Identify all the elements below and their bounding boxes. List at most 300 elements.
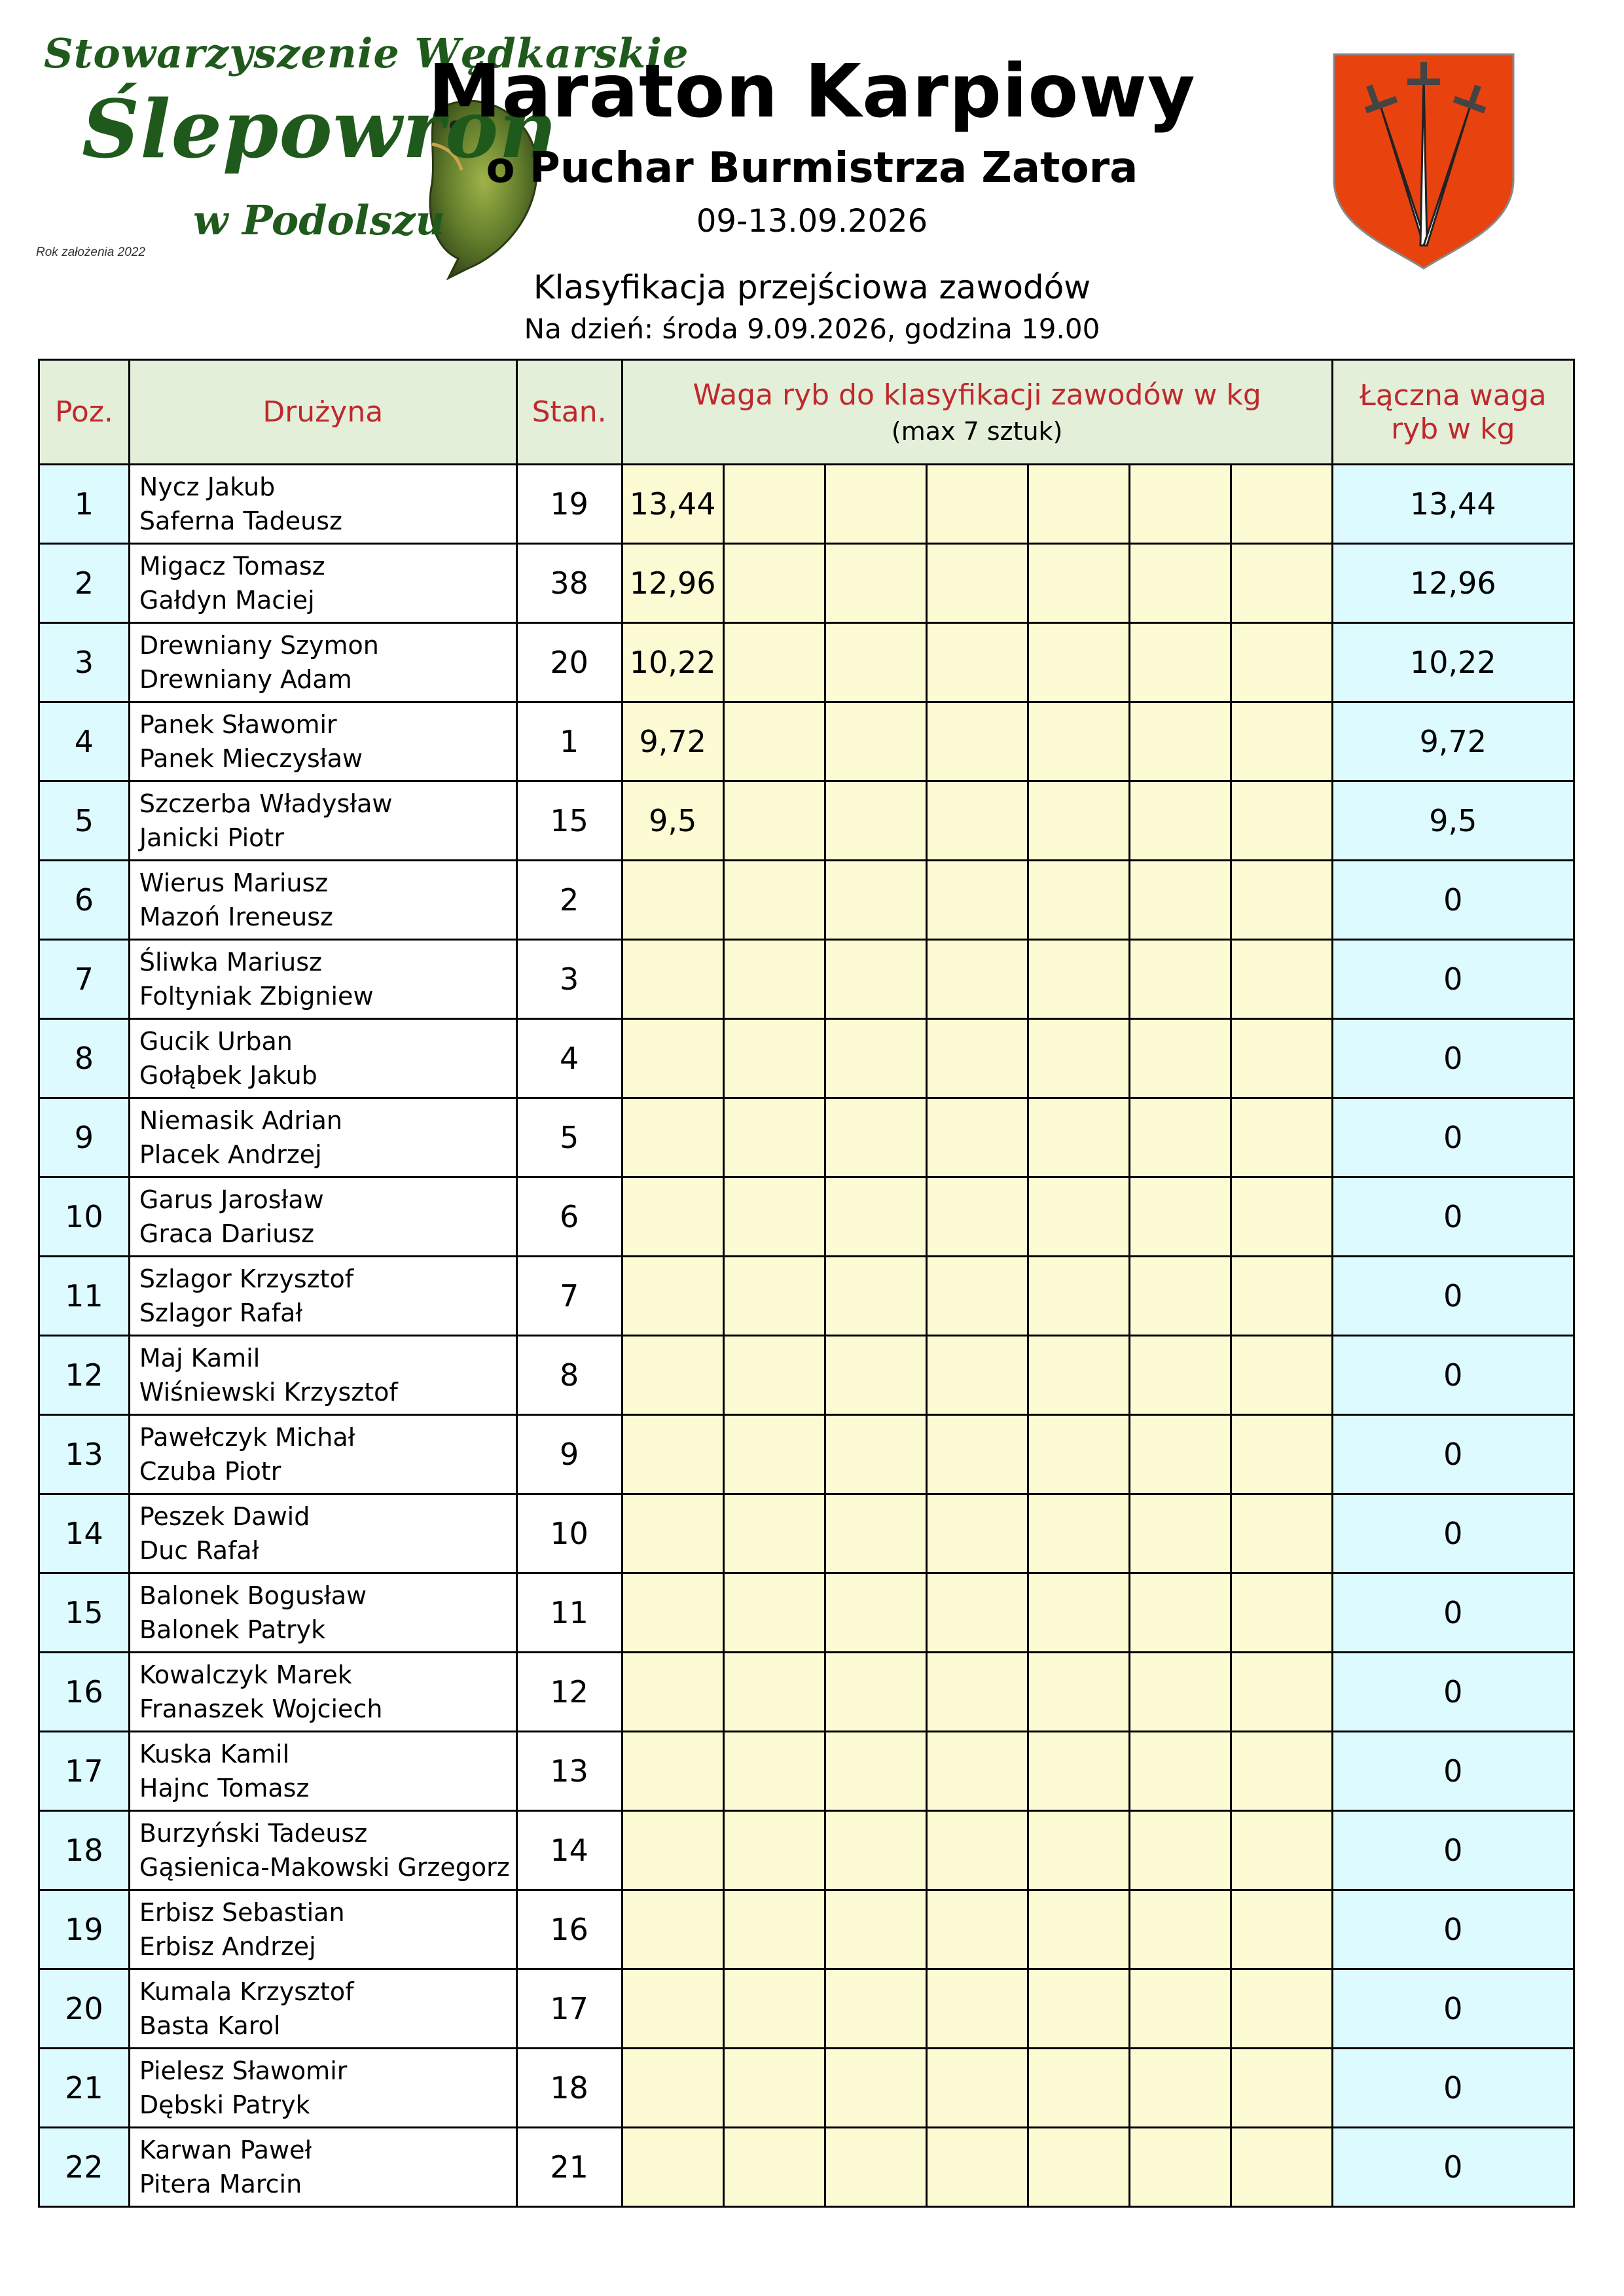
cell-weight xyxy=(622,861,723,940)
cell-weight xyxy=(1231,1257,1332,1336)
cell-weight: 13,44 xyxy=(622,465,723,544)
cell-total: 9,72 xyxy=(1332,702,1574,781)
cell-pos: 20 xyxy=(39,1969,130,2049)
cell-weight xyxy=(1129,1494,1231,1573)
cell-weight xyxy=(622,1019,723,1098)
event-dates: 09-13.09.2026 xyxy=(696,203,928,240)
cell-weight xyxy=(622,1257,723,1336)
table-row xyxy=(39,1019,1574,1098)
cell-total: 0 xyxy=(1332,861,1574,940)
cell-weight xyxy=(1129,1336,1231,1415)
cell-weight: 9,5 xyxy=(622,781,723,861)
team-member-1: Gucik Urban xyxy=(139,1027,293,1056)
header-total-line2: ryb w kg xyxy=(1391,412,1515,446)
team-member-2: Hajnc Tomasz xyxy=(139,1774,310,1803)
cell-weight xyxy=(1028,1257,1129,1336)
cell-weight xyxy=(926,1257,1028,1336)
cell-weight xyxy=(1231,781,1332,861)
cell-weight xyxy=(723,1890,825,1969)
cell-weight xyxy=(1129,1415,1231,1494)
cell-weight xyxy=(825,1811,926,1890)
table-row xyxy=(39,1732,1574,1811)
team-member-2: Erbisz Andrzej xyxy=(139,1932,316,1961)
table-row xyxy=(39,702,1574,781)
cell-weight xyxy=(1129,940,1231,1019)
cell-weight xyxy=(825,1177,926,1257)
header-team: Drużyna xyxy=(129,360,516,465)
cell-weight xyxy=(622,1177,723,1257)
cell-total: 13,44 xyxy=(1332,465,1574,544)
cell-weight xyxy=(926,465,1028,544)
cell-weight xyxy=(1129,1257,1231,1336)
cell-team xyxy=(129,1573,516,1653)
cell-stan: 1 xyxy=(516,702,622,781)
cell-weight xyxy=(825,1415,926,1494)
cell-stan: 12 xyxy=(516,1653,622,1732)
cell-total: 10,22 xyxy=(1332,623,1574,702)
cell-stan: 14 xyxy=(516,1811,622,1890)
table-row xyxy=(39,861,1574,940)
cell-stan: 21 xyxy=(516,2128,622,2207)
cell-weight xyxy=(723,1573,825,1653)
cell-weight xyxy=(622,1494,723,1573)
cell-stan: 4 xyxy=(516,1019,622,1098)
cell-total: 0 xyxy=(1332,1890,1574,1969)
cell-pos: 2 xyxy=(39,544,130,623)
cell-team xyxy=(129,1336,516,1415)
page-subtitle: o Puchar Burmistrza Zatora xyxy=(486,144,1138,192)
cell-weight xyxy=(926,1098,1028,1177)
team-member-1: Erbisz Sebastian xyxy=(139,1898,345,1927)
cell-weight xyxy=(1129,1573,1231,1653)
team-member-2: Foltyniak Zbigniew xyxy=(139,982,374,1011)
cell-stan: 5 xyxy=(516,1098,622,1177)
cell-weight xyxy=(825,1653,926,1732)
cell-team xyxy=(129,1019,516,1098)
cell-weight xyxy=(723,1257,825,1336)
team-member-1: Nycz Jakub xyxy=(139,473,276,501)
cell-weight xyxy=(1231,1890,1332,1969)
cell-weight xyxy=(1231,861,1332,940)
cell-team xyxy=(129,1732,516,1811)
cell-pos: 18 xyxy=(39,1811,130,1890)
cell-weight xyxy=(1231,544,1332,623)
cell-stan: 3 xyxy=(516,940,622,1019)
cell-weight xyxy=(825,1098,926,1177)
cell-weight xyxy=(825,1336,926,1415)
team-member-1: Kumala Krzysztof xyxy=(139,1977,354,2006)
cell-weight xyxy=(1231,1653,1332,1732)
cell-weight xyxy=(1028,1098,1129,1177)
table-row xyxy=(39,1415,1574,1494)
cell-weight xyxy=(926,1573,1028,1653)
cell-stan: 17 xyxy=(516,1969,622,2049)
team-member-2: Wiśniewski Krzysztof xyxy=(139,1378,398,1407)
cell-stan: 16 xyxy=(516,1890,622,1969)
cell-weight xyxy=(825,1969,926,2049)
cell-weight xyxy=(1129,544,1231,623)
cell-pos: 15 xyxy=(39,1573,130,1653)
cell-stan: 38 xyxy=(516,544,622,623)
cell-weight xyxy=(926,1494,1028,1573)
cell-weight xyxy=(1129,623,1231,702)
table-row xyxy=(39,781,1574,861)
coat-of-arms-icon xyxy=(1329,49,1519,272)
cell-total: 9,5 xyxy=(1332,781,1574,861)
table-row xyxy=(39,1177,1574,1257)
cell-weight xyxy=(1028,1019,1129,1098)
cell-weight xyxy=(622,1969,723,2049)
cell-weight xyxy=(926,781,1028,861)
cell-weight xyxy=(1129,1969,1231,2049)
team-member-1: Migacz Tomasz xyxy=(139,552,325,581)
cell-weight xyxy=(1028,940,1129,1019)
cell-team xyxy=(129,1969,516,2049)
cell-weight xyxy=(1231,2049,1332,2128)
table-row xyxy=(39,1098,1574,1177)
team-member-1: Maj Kamil xyxy=(139,1344,261,1372)
cell-pos: 21 xyxy=(39,2049,130,2128)
cell-weight xyxy=(723,1177,825,1257)
cell-total: 0 xyxy=(1332,1653,1574,1732)
cell-pos: 13 xyxy=(39,1415,130,1494)
cell-weight xyxy=(723,1494,825,1573)
cell-total: 0 xyxy=(1332,1177,1574,1257)
team-member-1: Burzyński Tadeusz xyxy=(139,1819,368,1848)
team-member-2: Mazoń Ireneusz xyxy=(139,903,333,931)
cell-weight xyxy=(1231,1811,1332,1890)
cell-weight xyxy=(723,544,825,623)
cell-weight: 10,22 xyxy=(622,623,723,702)
cell-pos: 9 xyxy=(39,1098,130,1177)
cell-weight xyxy=(622,1573,723,1653)
cell-weight xyxy=(1231,1098,1332,1177)
cell-weight xyxy=(926,940,1028,1019)
cell-stan: 9 xyxy=(516,1415,622,1494)
page-title: Maraton Karpiowy xyxy=(428,49,1196,134)
team-member-1: Pielesz Sławomir xyxy=(139,2056,348,2085)
cell-total: 0 xyxy=(1332,1732,1574,1811)
cell-weight xyxy=(1028,861,1129,940)
team-member-2: Basta Karol xyxy=(139,2011,281,2040)
cell-pos: 5 xyxy=(39,781,130,861)
cell-weight xyxy=(926,702,1028,781)
cell-total: 0 xyxy=(1332,1811,1574,1890)
cell-stan: 6 xyxy=(516,1177,622,1257)
cell-weight xyxy=(926,1415,1028,1494)
team-member-2: Drewniany Adam xyxy=(139,665,352,694)
cell-team xyxy=(129,465,516,544)
cell-weight xyxy=(1028,1573,1129,1653)
cell-weight xyxy=(723,623,825,702)
cell-team xyxy=(129,1811,516,1890)
cell-team xyxy=(129,861,516,940)
cell-weight xyxy=(1028,623,1129,702)
cell-weight: 9,72 xyxy=(622,702,723,781)
cell-weight xyxy=(622,1732,723,1811)
cell-weight xyxy=(1231,1573,1332,1653)
cell-weight xyxy=(1028,1890,1129,1969)
team-member-1: Drewniany Szymon xyxy=(139,631,379,660)
cell-weight xyxy=(723,1732,825,1811)
table-row xyxy=(39,1890,1574,1969)
team-member-1: Szlagor Krzysztof xyxy=(139,1265,354,1293)
team-member-1: Niemasik Adrian xyxy=(139,1106,342,1135)
cell-weight xyxy=(926,861,1028,940)
cell-weight xyxy=(1028,1494,1129,1573)
cell-weight xyxy=(1231,1019,1332,1098)
cell-weight xyxy=(723,1653,825,1732)
cell-weight xyxy=(1028,781,1129,861)
cell-weight xyxy=(1028,1653,1129,1732)
cell-pos: 19 xyxy=(39,1890,130,1969)
cell-team xyxy=(129,1653,516,1732)
cell-weight xyxy=(1231,702,1332,781)
table-row xyxy=(39,1653,1574,1732)
team-member-2: Czuba Piotr xyxy=(139,1457,281,1486)
team-member-2: Panek Mieczysław xyxy=(139,744,363,773)
cell-weight xyxy=(926,1177,1028,1257)
cell-weight xyxy=(926,1336,1028,1415)
team-member-2: Graca Dariusz xyxy=(139,1219,315,1248)
cell-team xyxy=(129,1177,516,1257)
cell-weight xyxy=(1129,2128,1231,2207)
cell-team xyxy=(129,1890,516,1969)
cell-stan: 20 xyxy=(516,623,622,702)
cell-weight xyxy=(723,861,825,940)
table-row xyxy=(39,940,1574,1019)
cell-weight xyxy=(1129,2049,1231,2128)
cell-weight xyxy=(1028,1732,1129,1811)
cell-weight xyxy=(1129,1098,1231,1177)
cell-team xyxy=(129,2049,516,2128)
team-member-1: Peszek Dawid xyxy=(139,1502,310,1531)
cell-weight xyxy=(1028,2049,1129,2128)
cell-stan: 15 xyxy=(516,781,622,861)
cell-weight xyxy=(825,2049,926,2128)
cell-weight xyxy=(723,1098,825,1177)
cell-stan: 7 xyxy=(516,1257,622,1336)
team-member-2: Szlagor Rafał xyxy=(139,1299,303,1327)
table-row xyxy=(39,1969,1574,2049)
team-member-2: Franaszek Wojciech xyxy=(139,1695,383,1723)
cell-weight xyxy=(926,1811,1028,1890)
classification-table xyxy=(38,359,1575,2208)
team-member-2: Saferna Tadeusz xyxy=(139,507,342,535)
cell-team xyxy=(129,702,516,781)
header-stan: Stan. xyxy=(516,360,622,465)
cell-team xyxy=(129,623,516,702)
cell-weight xyxy=(825,1494,926,1573)
cell-weight xyxy=(825,2128,926,2207)
table-row xyxy=(39,1811,1574,1890)
cell-total: 0 xyxy=(1332,1494,1574,1573)
cell-weight xyxy=(1129,1653,1231,1732)
cell-team xyxy=(129,2128,516,2207)
cell-weight xyxy=(825,1732,926,1811)
cell-total: 0 xyxy=(1332,1257,1574,1336)
cell-pos: 1 xyxy=(39,465,130,544)
cell-weight xyxy=(723,1019,825,1098)
cell-weight xyxy=(1231,2128,1332,2207)
cell-total: 0 xyxy=(1332,1415,1574,1494)
team-member-1: Garus Jarosław xyxy=(139,1185,324,1214)
cell-weight xyxy=(825,623,926,702)
cell-total: 0 xyxy=(1332,1969,1574,2049)
cell-weight xyxy=(723,2049,825,2128)
team-member-2: Dębski Patryk xyxy=(139,2090,310,2119)
team-member-1: Kuska Kamil xyxy=(139,1740,290,1768)
logo-line-2: Ślepowron xyxy=(82,82,558,176)
cell-total: 0 xyxy=(1332,1336,1574,1415)
cell-weight xyxy=(926,1890,1028,1969)
cell-weight xyxy=(622,2128,723,2207)
cell-weight xyxy=(825,702,926,781)
logo-line-3: w Podolszu xyxy=(193,196,445,244)
cell-weight xyxy=(1231,1336,1332,1415)
cell-weight xyxy=(723,2128,825,2207)
cell-weight xyxy=(723,702,825,781)
header-total xyxy=(1332,360,1574,465)
table-row xyxy=(39,1494,1574,1573)
cell-weight xyxy=(1129,861,1231,940)
cell-weight xyxy=(1028,1336,1129,1415)
header-weights-sub: (max 7 sztuk) xyxy=(891,417,1063,446)
cell-stan: 18 xyxy=(516,2049,622,2128)
cell-pos: 8 xyxy=(39,1019,130,1098)
cell-weight xyxy=(926,1653,1028,1732)
cell-weight xyxy=(622,1653,723,1732)
cell-weight xyxy=(1129,1811,1231,1890)
table-row xyxy=(39,1573,1574,1653)
cell-weight xyxy=(723,1415,825,1494)
cell-weight xyxy=(1028,702,1129,781)
cell-team xyxy=(129,781,516,861)
team-member-2: Gałdyn Maciej xyxy=(139,586,315,615)
table-row xyxy=(39,544,1574,623)
cell-weight xyxy=(723,1811,825,1890)
cell-team xyxy=(129,1098,516,1177)
cell-weight xyxy=(1231,465,1332,544)
team-member-1: Wierus Mariusz xyxy=(139,869,329,897)
cell-stan: 2 xyxy=(516,861,622,940)
cell-team xyxy=(129,544,516,623)
team-member-2: Janicki Piotr xyxy=(139,823,284,852)
cell-weight xyxy=(723,1969,825,2049)
cell-pos: 14 xyxy=(39,1494,130,1573)
cell-weight xyxy=(622,940,723,1019)
cell-weight: 12,96 xyxy=(622,544,723,623)
cell-weight xyxy=(1129,1019,1231,1098)
cell-team xyxy=(129,940,516,1019)
table-row xyxy=(39,465,1574,544)
cell-pos: 3 xyxy=(39,623,130,702)
team-member-1: Balonek Bogusław xyxy=(139,1581,367,1610)
logo-founded: Rok założenia 2022 xyxy=(36,245,145,259)
cell-weight xyxy=(825,544,926,623)
cell-weight xyxy=(1028,1177,1129,1257)
cell-weight xyxy=(622,1415,723,1494)
cell-weight xyxy=(825,1257,926,1336)
table-row xyxy=(39,1336,1574,1415)
cell-total: 0 xyxy=(1332,1019,1574,1098)
cell-weight xyxy=(1028,2128,1129,2207)
classification-title: Klasyfikacja przejściowa zawodów xyxy=(533,268,1091,306)
cell-weight xyxy=(622,1098,723,1177)
header-weights xyxy=(622,360,1332,465)
team-member-2: Gąsienica-Makowski Grzegorz xyxy=(139,1853,510,1882)
cell-weight xyxy=(1231,1177,1332,1257)
cell-weight xyxy=(1028,1969,1129,2049)
cell-weight xyxy=(926,544,1028,623)
cell-weight xyxy=(1028,544,1129,623)
team-member-1: Kowalczyk Marek xyxy=(139,1660,352,1689)
cell-weight xyxy=(723,781,825,861)
cell-total: 0 xyxy=(1332,1573,1574,1653)
cell-team xyxy=(129,1415,516,1494)
team-member-1: Pawełczyk Michał xyxy=(139,1423,355,1452)
cell-stan: 13 xyxy=(516,1732,622,1811)
cell-pos: 11 xyxy=(39,1257,130,1336)
cell-weight xyxy=(926,1019,1028,1098)
cell-total: 0 xyxy=(1332,2049,1574,2128)
cell-team xyxy=(129,1494,516,1573)
team-member-2: Balonek Patryk xyxy=(139,1615,326,1644)
cell-weight xyxy=(1028,465,1129,544)
logo-line-1: Stowarzyszenie Wędkarskie xyxy=(44,29,689,77)
team-member-1: Karwan Paweł xyxy=(139,2136,312,2164)
team-member-2: Pitera Marcin xyxy=(139,2170,302,2198)
cell-weight xyxy=(723,1336,825,1415)
table-row xyxy=(39,1257,1574,1336)
cell-weight xyxy=(1231,940,1332,1019)
cell-weight xyxy=(825,1573,926,1653)
cell-weight xyxy=(926,2128,1028,2207)
cell-weight xyxy=(825,940,926,1019)
cell-pos: 16 xyxy=(39,1653,130,1732)
cell-weight xyxy=(825,781,926,861)
classification-date: Na dzień: środa 9.09.2026, godzina 19.00 xyxy=(524,313,1100,345)
cell-weight xyxy=(1231,1969,1332,2049)
cell-weight xyxy=(723,940,825,1019)
cell-weight xyxy=(1231,1415,1332,1494)
cell-stan: 11 xyxy=(516,1573,622,1653)
cell-stan: 10 xyxy=(516,1494,622,1573)
cell-total: 12,96 xyxy=(1332,544,1574,623)
team-member-2: Placek Andrzej xyxy=(139,1140,322,1169)
cell-weight xyxy=(926,2049,1028,2128)
table-row xyxy=(39,2049,1574,2128)
cell-weight xyxy=(1129,702,1231,781)
cell-weight xyxy=(825,1019,926,1098)
cell-weight xyxy=(1231,1494,1332,1573)
header-total-line1: Łączna waga xyxy=(1359,378,1547,412)
cell-pos: 12 xyxy=(39,1336,130,1415)
cell-stan: 8 xyxy=(516,1336,622,1415)
cell-total: 0 xyxy=(1332,940,1574,1019)
team-member-1: Szczerba Władysław xyxy=(139,789,393,818)
cell-stan: 19 xyxy=(516,465,622,544)
cell-weight xyxy=(622,2049,723,2128)
team-member-1: Panek Sławomir xyxy=(139,710,337,739)
cell-pos: 22 xyxy=(39,2128,130,2207)
cell-weight xyxy=(825,861,926,940)
cell-weight xyxy=(1231,623,1332,702)
table-header-row xyxy=(39,360,1574,465)
cell-weight xyxy=(1129,781,1231,861)
cell-weight xyxy=(622,1811,723,1890)
cell-weight xyxy=(1129,1177,1231,1257)
